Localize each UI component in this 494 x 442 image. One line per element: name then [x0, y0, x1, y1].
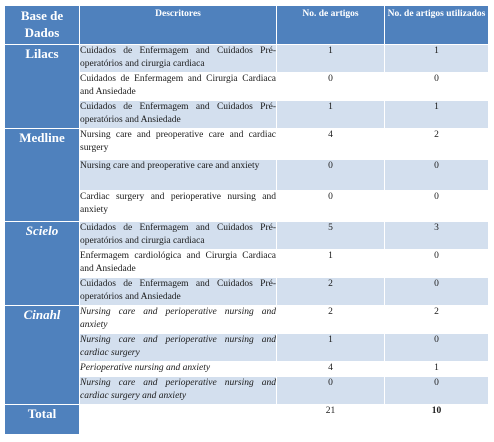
artigos-cell: 1	[277, 334, 385, 362]
artigos-cell: 4	[277, 362, 385, 377]
database-cinahl: Cinahl	[5, 306, 80, 405]
utilizados-cell: 1	[385, 362, 489, 377]
artigos-cell: 0	[277, 160, 385, 191]
descritor-cell: Cuidados de Enfermagem and Cuidados Pré-operatórios and cirurgia cardiaca	[80, 222, 277, 250]
artigos-cell: 5	[277, 222, 385, 250]
artigos-cell: 0	[277, 73, 385, 101]
utilizados-cell: 3	[385, 222, 489, 250]
artigos-cell: 0	[277, 191, 385, 222]
descritor-cell: Enfermagem cardiológica and Cirurgia Cardiaca and Ansiedade	[80, 250, 277, 278]
database-medline: Medline	[5, 129, 80, 222]
total-filler	[80, 405, 277, 435]
utilizados-cell: 0	[385, 73, 489, 101]
header-no-artigos: No. de artigos	[277, 6, 385, 45]
artigos-cell: 0	[277, 377, 385, 405]
descritor-cell: Cuidados de Enfermagem and Cuidados Pré-operatórios and Ansiedade	[80, 278, 277, 306]
descritor-cell: Cardiac surgery and perioperative nursing and anxiety	[80, 191, 277, 222]
total-utilizados: 10	[385, 405, 489, 435]
descritor-cell: Cuidados de Enfermagem and Cirurgia Cardiaca and Ansiedade	[80, 73, 277, 101]
utilizados-cell: 0	[385, 160, 489, 191]
header-no-artigos-utilizados: No. de artigos utilizados	[385, 6, 489, 45]
total-label: Total	[5, 405, 80, 435]
total-artigos: 21	[277, 405, 385, 435]
table-body	[5, 45, 489, 435]
descritor-cell: Cuidados de Enfermagem and Cuidados Pré-operatórios and Ansiedade	[80, 101, 277, 129]
artigos-cell: 2	[277, 278, 385, 306]
utilizados-cell: 2	[385, 306, 489, 334]
utilizados-cell: 0	[385, 377, 489, 405]
artigos-cell: 4	[277, 129, 385, 160]
artigos-cell: 1	[277, 101, 385, 129]
header-descritores: Descritores	[80, 6, 277, 45]
header-base-de-dados: Base de Dados	[5, 6, 80, 45]
descritor-cell: Cuidados de Enfermagem and Cuidados Pré-operatórios and cirurgia cardiaca	[80, 45, 277, 73]
artigos-cell: 2	[277, 306, 385, 334]
table-row	[5, 129, 489, 160]
table-row	[5, 222, 489, 250]
header-row	[5, 6, 489, 45]
total-row	[5, 405, 489, 435]
utilizados-cell: 0	[385, 250, 489, 278]
descritor-cell: Nursing care and preoperative care and anxiety	[80, 160, 277, 191]
descritor-cell: Nursing care and perioperative nursing and anxiety	[80, 306, 277, 334]
descritor-cell: Nursing care and preoperative care and cardiac surgery	[80, 129, 277, 160]
descritor-cell: Nursing care and perioperative nursing and cardiac surgery and anxiety	[80, 377, 277, 405]
artigos-cell: 1	[277, 45, 385, 73]
artigos-cell: 1	[277, 250, 385, 278]
table-row	[5, 45, 489, 73]
database-scielo: Scielo	[5, 222, 80, 306]
database-lilacs: Lilacs	[5, 45, 80, 129]
descritor-cell: Perioperative nursing and anxiety	[80, 362, 277, 377]
descritor-cell: Nursing care and perioperative nursing and cardiac surgery	[80, 334, 277, 362]
articles-table	[4, 5, 489, 435]
utilizados-cell: 0	[385, 278, 489, 306]
utilizados-cell: 1	[385, 45, 489, 73]
utilizados-cell: 2	[385, 129, 489, 160]
utilizados-cell: 1	[385, 101, 489, 129]
utilizados-cell: 0	[385, 334, 489, 362]
utilizados-cell: 0	[385, 191, 489, 222]
table-row	[5, 306, 489, 334]
